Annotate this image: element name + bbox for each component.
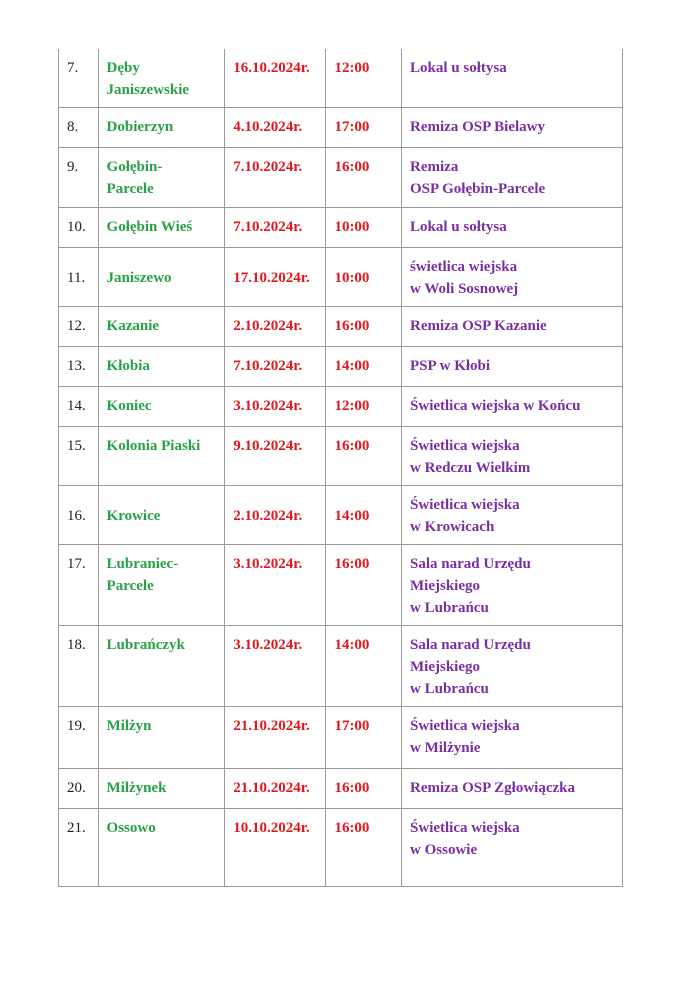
venue-name: w Ossowie (410, 842, 478, 858)
row-number-cell (59, 809, 99, 887)
date-cell (225, 545, 326, 626)
venue-name: Remiza OSP Bielawy (410, 119, 546, 135)
date-cell (225, 49, 326, 108)
venue-name: Remiza OSP Kazanie (410, 318, 547, 334)
village-cell (98, 49, 225, 108)
table-row (59, 809, 623, 887)
table-row (59, 108, 623, 148)
schedule-table-body (59, 49, 623, 887)
meeting-date: 2.10.2024r. (233, 318, 303, 334)
table-row (59, 148, 623, 208)
village-cell (98, 707, 225, 769)
village-cell (98, 809, 225, 887)
row-number: 20. (67, 780, 86, 796)
venue-name: w Woli Sosnowej (410, 281, 519, 297)
venue-name: Remiza (410, 159, 459, 175)
village-cell (98, 545, 225, 626)
row-number-cell (59, 347, 99, 387)
date-cell (225, 307, 326, 347)
venue-name: w Lubrańcu (410, 600, 489, 616)
table-row (59, 387, 623, 427)
venue-cell (402, 248, 623, 307)
village-cell (98, 769, 225, 809)
row-number-cell (59, 248, 99, 307)
row-number: 16. (67, 508, 86, 524)
row-number: 13. (67, 358, 86, 374)
meeting-date: 21.10.2024r. (233, 718, 310, 734)
row-number: 15. (67, 438, 86, 454)
table-row (59, 545, 623, 626)
row-number: 8. (67, 119, 79, 135)
village-cell (98, 148, 225, 208)
meeting-time: 16:00 (334, 780, 370, 796)
venue-name: Miejskiego (410, 578, 480, 594)
time-cell (326, 208, 402, 248)
venue-name: Świetlica wiejska (410, 438, 520, 454)
meeting-date: 16.10.2024r. (233, 60, 310, 76)
meeting-time: 16:00 (334, 159, 370, 175)
meeting-date: 4.10.2024r. (233, 119, 303, 135)
venue-name: Świetlica wiejska (410, 497, 520, 513)
village-name: Krowice (106, 508, 161, 524)
date-cell (225, 347, 326, 387)
time-cell (326, 427, 402, 486)
venue-cell (402, 347, 623, 387)
venue-cell (402, 49, 623, 108)
meeting-time: 10:00 (334, 219, 370, 235)
time-cell (326, 347, 402, 387)
table-row (59, 427, 623, 486)
time-cell (326, 49, 402, 108)
venue-name: Sala narad Urzędu (410, 637, 531, 653)
meeting-date: 21.10.2024r. (233, 780, 310, 796)
meeting-time: 17:00 (334, 119, 370, 135)
venue-cell (402, 307, 623, 347)
meeting-date: 2.10.2024r. (233, 508, 303, 524)
row-number-cell (59, 148, 99, 208)
village-name: Lubraniec- (106, 556, 179, 572)
row-number: 12. (67, 318, 86, 334)
village-name: Gołębin- (106, 159, 163, 175)
meeting-time: 14:00 (334, 358, 370, 374)
venue-name: Miejskiego (410, 659, 480, 675)
row-number: 19. (67, 718, 86, 734)
venue-name: PSP w Kłobi (410, 358, 491, 374)
venue-cell (402, 427, 623, 486)
row-number: 14. (67, 398, 86, 414)
village-name: Ossowo (106, 820, 156, 836)
village-name: Milżyn (106, 718, 152, 734)
time-cell (326, 769, 402, 809)
time-cell (326, 148, 402, 208)
meeting-time: 10:00 (334, 270, 370, 286)
village-name: Koniec (106, 398, 152, 414)
meeting-time: 14:00 (334, 637, 370, 653)
meeting-schedule-table (58, 49, 623, 887)
venue-cell (402, 707, 623, 769)
venue-name: w Redczu Wielkim (410, 460, 531, 476)
venue-cell (402, 108, 623, 148)
village-name: Gołębin Wieś (106, 219, 193, 235)
venue-cell (402, 626, 623, 707)
venue-name: Remiza OSP Zgłowiączka (410, 780, 576, 796)
time-cell (326, 545, 402, 626)
venue-name: Świetlica wiejska (410, 718, 520, 734)
meeting-date: 17.10.2024r. (233, 270, 310, 286)
meeting-time: 14:00 (334, 508, 370, 524)
meeting-time: 17:00 (334, 718, 370, 734)
table-row (59, 707, 623, 769)
village-cell (98, 626, 225, 707)
row-number: 21. (67, 820, 86, 836)
village-cell (98, 387, 225, 427)
row-number: 18. (67, 637, 86, 653)
meeting-date: 3.10.2024r. (233, 556, 303, 572)
meeting-time: 12:00 (334, 60, 370, 76)
venue-name: w Krowicach (410, 519, 495, 535)
venue-name: Świetlica wiejska (410, 820, 520, 836)
table-row (59, 626, 623, 707)
row-number-cell (59, 707, 99, 769)
venue-cell (402, 769, 623, 809)
table-row (59, 49, 623, 108)
venue-cell (402, 545, 623, 626)
venue-cell (402, 148, 623, 208)
row-number-cell (59, 486, 99, 545)
village-name: Kazanie (106, 318, 160, 334)
village-name: Kolonia Piaski (106, 438, 201, 454)
village-cell (98, 307, 225, 347)
date-cell (225, 707, 326, 769)
meeting-date: 9.10.2024r. (233, 438, 303, 454)
village-name: Lubrańczyk (106, 637, 185, 653)
meeting-time: 12:00 (334, 398, 370, 414)
date-cell (225, 248, 326, 307)
meeting-date: 7.10.2024r. (233, 159, 303, 175)
time-cell (326, 248, 402, 307)
village-cell (98, 208, 225, 248)
row-number-cell (59, 626, 99, 707)
row-number-cell (59, 208, 99, 248)
venue-name: w Milżynie (410, 740, 481, 756)
time-cell (326, 387, 402, 427)
row-number: 10. (67, 219, 86, 235)
village-cell (98, 486, 225, 545)
meeting-date: 7.10.2024r. (233, 358, 303, 374)
venue-cell (402, 208, 623, 248)
village-name: Janiszewo (106, 270, 172, 286)
row-number: 11. (67, 270, 86, 286)
date-cell (225, 427, 326, 486)
date-cell (225, 809, 326, 887)
village-cell (98, 248, 225, 307)
venue-name: Sala narad Urzędu (410, 556, 531, 572)
venue-name: OSP Gołębin-Parcele (410, 181, 546, 197)
venue-name: Lokal u sołtysa (410, 219, 507, 235)
row-number-cell (59, 108, 99, 148)
village-name: Milżynek (106, 780, 167, 796)
date-cell (225, 208, 326, 248)
meeting-time: 16:00 (334, 820, 370, 836)
table-row (59, 486, 623, 545)
venue-cell (402, 387, 623, 427)
date-cell (225, 387, 326, 427)
row-number-cell (59, 49, 99, 108)
row-number: 7. (67, 60, 79, 76)
row-number: 9. (67, 159, 79, 175)
meeting-time: 16:00 (334, 438, 370, 454)
venue-name: w Lubrańcu (410, 681, 489, 697)
row-number-cell (59, 545, 99, 626)
time-cell (326, 707, 402, 769)
time-cell (326, 809, 402, 887)
date-cell (225, 486, 326, 545)
village-name: Kłobia (106, 358, 150, 374)
meeting-date: 7.10.2024r. (233, 219, 303, 235)
row-number-cell (59, 387, 99, 427)
row-number-cell (59, 307, 99, 347)
village-name: Parcele (106, 578, 154, 594)
venue-name: Lokal u sołtysa (410, 60, 507, 76)
date-cell (225, 148, 326, 208)
venue-cell (402, 809, 623, 887)
table-row (59, 769, 623, 809)
time-cell (326, 626, 402, 707)
row-number-cell (59, 769, 99, 809)
row-number-cell (59, 427, 99, 486)
village-name: Janiszewskie (106, 82, 190, 98)
meeting-date: 3.10.2024r. (233, 637, 303, 653)
table-row (59, 307, 623, 347)
row-number: 17. (67, 556, 86, 572)
time-cell (326, 486, 402, 545)
village-cell (98, 427, 225, 486)
village-name: Dęby (106, 60, 140, 76)
village-cell (98, 347, 225, 387)
meeting-date: 10.10.2024r. (233, 820, 310, 836)
time-cell (326, 307, 402, 347)
venue-name: świetlica wiejska (410, 259, 518, 275)
venue-name: Świetlica wiejska w Końcu (410, 398, 581, 414)
date-cell (225, 769, 326, 809)
time-cell (326, 108, 402, 148)
date-cell (225, 108, 326, 148)
table-row (59, 208, 623, 248)
village-name: Parcele (106, 181, 154, 197)
meeting-date: 3.10.2024r. (233, 398, 303, 414)
table-row (59, 248, 623, 307)
date-cell (225, 626, 326, 707)
village-cell (98, 108, 225, 148)
meeting-time: 16:00 (334, 318, 370, 334)
venue-cell (402, 486, 623, 545)
village-name: Dobierzyn (106, 119, 174, 135)
table-row (59, 347, 623, 387)
meeting-time: 16:00 (334, 556, 370, 572)
